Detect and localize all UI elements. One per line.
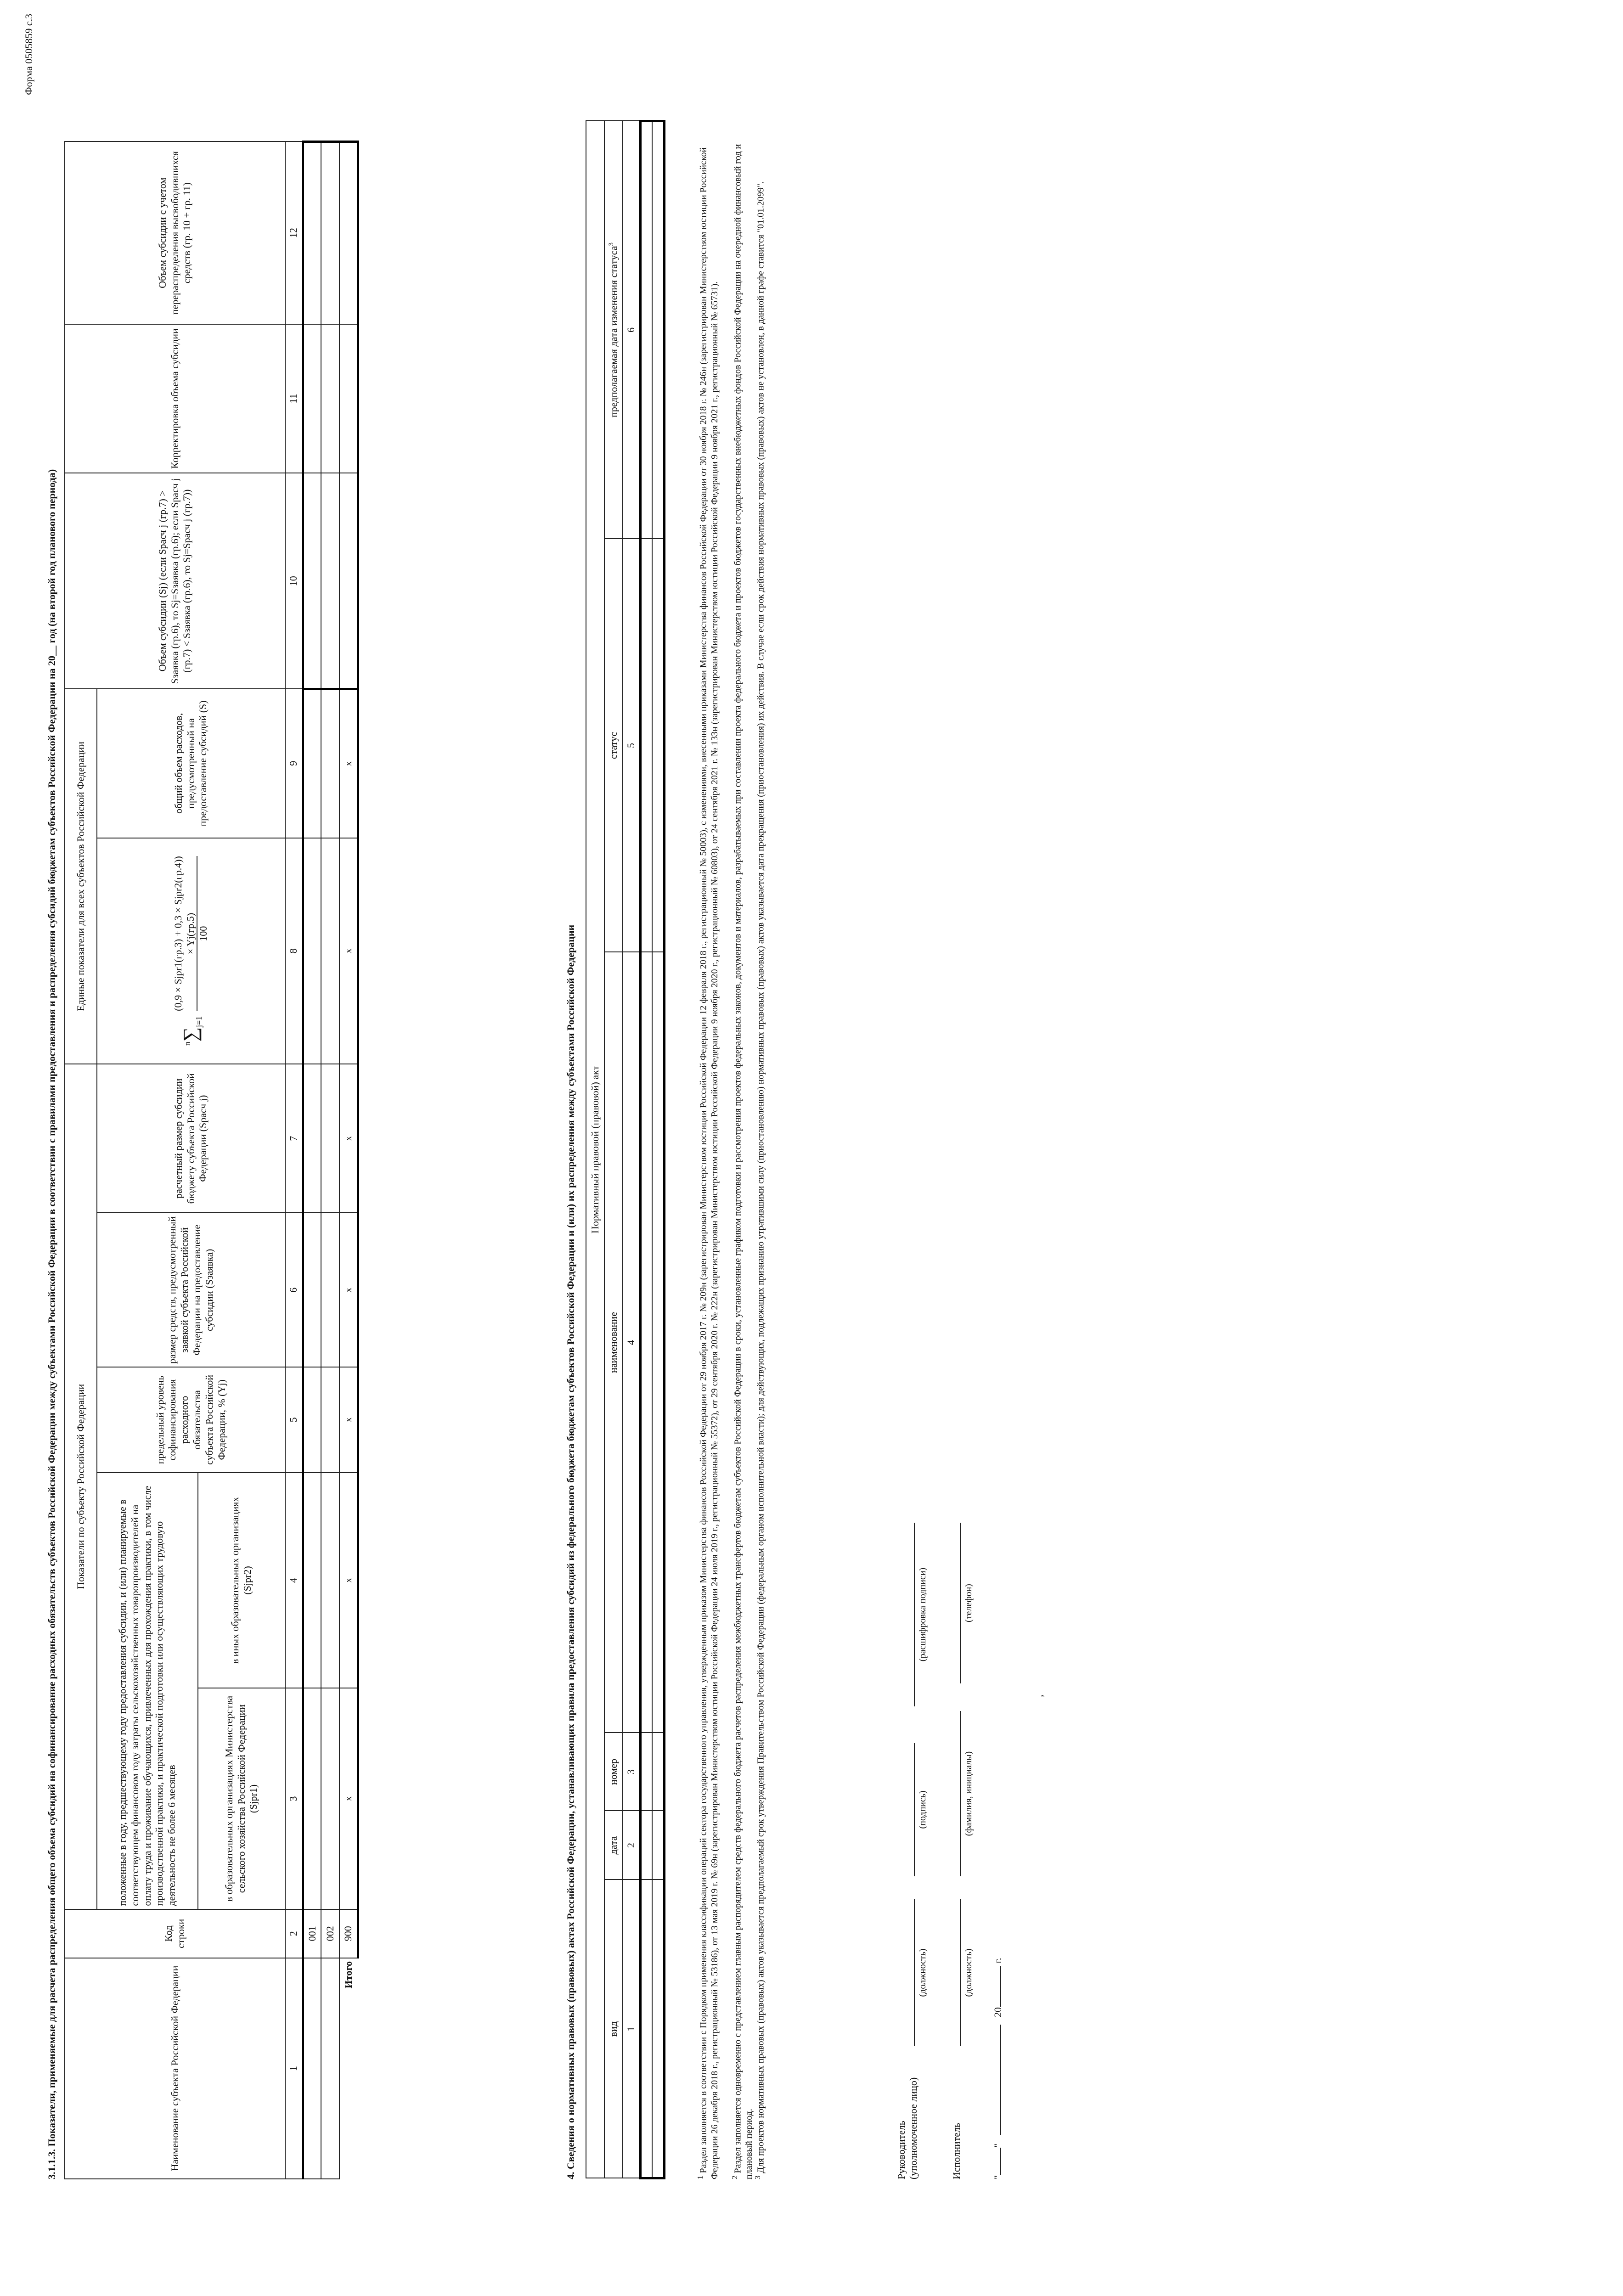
header-group-subject: Показатели по субъекту Российской Федерации bbox=[65, 1064, 97, 1909]
executor-position-caption: (должность) bbox=[964, 1948, 974, 1997]
executor-label: Исполнитель bbox=[951, 2122, 962, 2179]
formula-fraction: (0,9 × Sjpr1(гр.3) + 0,3 × Sjpr2(гр.4)) × Yj(гр.5) 100 bbox=[172, 856, 209, 1011]
footnote-2: $^2$ Раздел заполняется одновременно с представлением главным распорядителем средств федерального бюджета расчетов распределения межбюджетных трансфертов бюджетам субъектов Российской Федерации в сроки, установленные графиком подготовки и рассмотрения проектов федеральных законов, документов и материалов, разрабатываемых при составлении проекта федерального бюджета и проектов бюджетов государственных внебюджетных фондов Российской Федерации на очередной финансовый год и плановый период. bbox=[730, 144, 754, 2179]
header-normative-act: Нормативный правовой (правовой) акт bbox=[586, 121, 604, 2178]
head-position-line[interactable] bbox=[914, 1899, 915, 2046]
header-row-code: Код строки bbox=[65, 1909, 285, 1958]
header-students-group: положенные в году, предшествующему году предоставления субсидии, и (или) планируемые в соответствующем финансовом году затраты сельскохозяйственных товаропроизводителей на оплату труда и проживание обучающихся, привлеченных для прохождения практики, в том числе производственной практики, и практической подготовки или осуществляющих трудовую деятельность не более 6 месяцев bbox=[97, 1473, 198, 1909]
executor-fio-caption: (фамилия, инициалы) bbox=[964, 1751, 974, 1836]
head-decoding-caption: (расшифровка подписи) bbox=[918, 1567, 928, 1662]
header-col3: в образовательных организациях Министерства сельского хозяйства Российской Федерации (Sjpr1) bbox=[198, 1688, 285, 1909]
header-col12: Объем субсидии с учетом перераспределения высвободившихся средств (гр. 10 + гр. 11) bbox=[65, 142, 285, 324]
header-group-uniform: Единые показатели для всех субъектов Российской Федерации bbox=[65, 689, 97, 1064]
table-row: 002 bbox=[321, 142, 339, 2179]
sigma-sign: $^n\sum_{j=1}$ bbox=[179, 1016, 203, 1046]
total-label: Итого bbox=[339, 1958, 358, 2179]
head-position-caption: (должность) bbox=[918, 1948, 928, 1997]
header-status-change-date: предполагаемая дата изменения статуса$^3$ bbox=[604, 121, 623, 539]
normative-acts-table bbox=[586, 120, 665, 2179]
subsidy-indicators-table bbox=[64, 141, 359, 2179]
footnote-3: $^3$ Для проектов нормативных правовых (правовых) актов указывается предполагаемый срок утверждения Правительством Российской Федерации (федеральным органом исполнительной власти); для действующих, подлежащих признанию утратившими силу (приостановлению) нормативных правовых (правовых) актов указывается дата прекращения (приостановления) их действия. В случае если срок действия нормативных правовых (правовых) актов не установлен, в данной графе ставится "01.01.2099". bbox=[753, 181, 766, 2179]
header-col6: размер средств, предусмотренный заявкой субъекта Российской Федерации на предоставление субсидии (Sзаявка) bbox=[97, 1213, 285, 1367]
executor-fio-line[interactable] bbox=[960, 1711, 961, 1876]
header-col8-formula bbox=[97, 838, 285, 1064]
total-row: Итого 900 x x x x x x x bbox=[339, 142, 358, 2179]
date-line: "" 20 г. bbox=[992, 1958, 1003, 2179]
header-col5: предельный уровень софинансирования расходного обязательства субъекта Российской Федерации, % (Yj) bbox=[97, 1367, 285, 1472]
header-kind: вид bbox=[604, 1880, 623, 2178]
header-col4: в иных образовательных организациях (Sjpr2) bbox=[198, 1473, 285, 1688]
table-row bbox=[652, 121, 664, 2178]
executor-position-line[interactable] bbox=[960, 1899, 961, 2046]
header-col9: общий объем расходов, предусмотренный на предоставление субсидий (S) bbox=[97, 689, 285, 838]
head-signature-caption: (подпись) bbox=[918, 1790, 928, 1829]
section-313-title: 3.1.1.3. Показатели, применяемые для расчета распределения общего объема субсидий на софинансирование расходных обязательств субъектов Российской Федерации между субъектами Российской Федерации в соответствии с правилами предоставления и распределения субсидий бюджетам субъектов Российской Федерации на 20__ год (на второй год планового периода) bbox=[46, 469, 57, 2179]
header-date: дата bbox=[604, 1811, 623, 1880]
footnote-1: $^1$ Раздел заполняется в соответствии с Порядком применения классификации операций сектора государственного управления, утвержденным приказом Министерства финансов Российской Федерации от 29 ноября 2017 г. № 209н (зарегистрирован Министерством юстиции Российской Федерации 12 февраля 2018 г., регистрационный № 50003), с изменениями, внесенными приказами Министерства финансов Российской Федерации от 30 ноября 2018 г. № 246н (зарегистрирован Министерством юстиции Российской Федерации 26 декабря 2018 г., регистрационный № 53186), от 13 мая 2019 г. № 69н (зарегистрирован Министерством юстиции Российской Федерации 24 июля 2019 г., регистрационный № 55372), от 29 сентября 2020 г. № 222н (зарегистрирован Министерством юстиции Российской Федерации 9 ноября 2020 г., регистрационный № 60803), от 24 сентября 2021 г. № 133н (зарегистрирован Министерством юстиции Российской Федерации 9 ноября 2021 г., регистрационный № 65731). bbox=[696, 147, 720, 2179]
table-row bbox=[640, 121, 652, 2178]
header-number: номер bbox=[604, 1733, 623, 1811]
head-decoding-line[interactable] bbox=[914, 1523, 915, 1706]
header-col10: Объем субсидии (Sj) (если Sрасч j (гр.7) > Sзаявка (гр.6), то Sj=Sзаявка (гр.6); если Sрасч j (гр.7) < Sзаявка (гр.6), то Sj=Sрасч j (гр.7)) bbox=[65, 473, 285, 689]
header-act-name: наименование bbox=[604, 952, 623, 1733]
header-col11: Корректировка объема субсидии bbox=[65, 324, 285, 473]
column-numbers-row: 1 2 3 4 5 6 7 8 9 10 11 12 bbox=[285, 142, 303, 2179]
head-label: Руководитель (уполномоченное лицо) bbox=[896, 2077, 919, 2179]
executor-phone-line[interactable] bbox=[960, 1523, 961, 1683]
header-subject-name: Наименование субъекта Российской Федерации bbox=[65, 1958, 285, 2179]
head-signature-line[interactable] bbox=[914, 1743, 915, 1876]
executor-phone-caption: (телефон) bbox=[964, 1584, 974, 1622]
stray-scan-mark: , bbox=[1033, 1694, 1045, 1697]
section-4-title: 4. Сведения о нормативных правовых (правовых) актах Российской Федерации, устанавливающих правила предоставления субсидий из федерального бюджета бюджетам субъектов Российской Федерации и (или) их распределения между субъектами Российской Федерации bbox=[565, 924, 576, 2179]
header-status: статус bbox=[604, 539, 623, 952]
column-numbers-row: 1 2 3 4 5 6 bbox=[623, 121, 640, 2178]
table-row: 001 bbox=[303, 142, 321, 2179]
header-col7: расчетный размер субсидии бюджету субъекта Российской Федерации (Sрасч j) bbox=[97, 1064, 285, 1213]
form-code: Форма 0505859 с.3 bbox=[23, 14, 34, 95]
